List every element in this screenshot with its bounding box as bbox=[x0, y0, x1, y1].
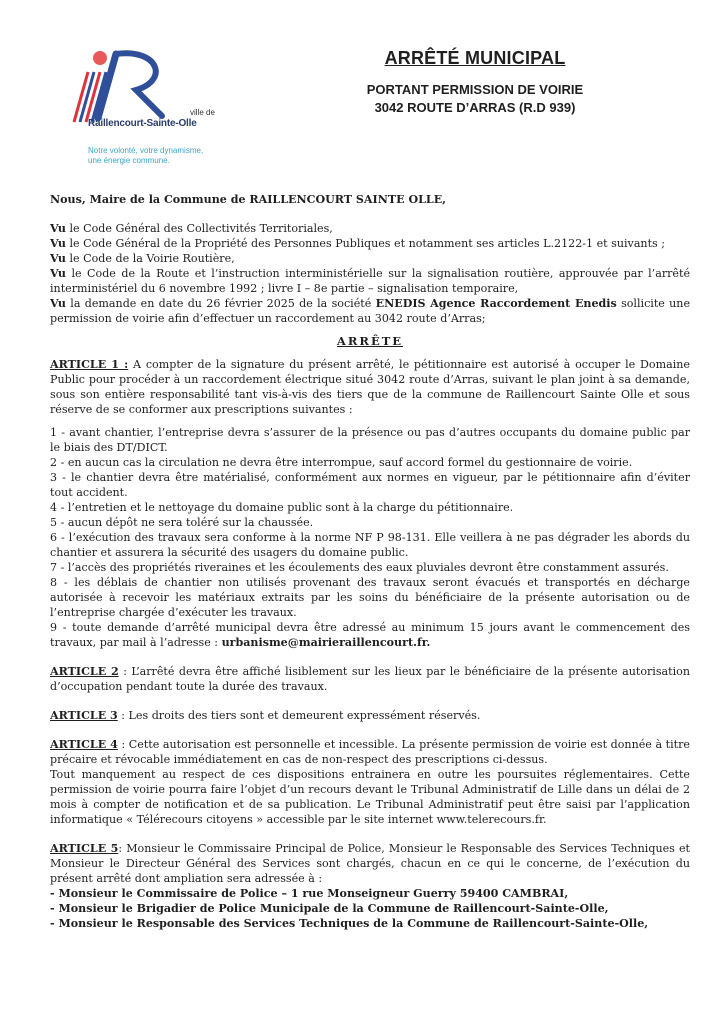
logo-ville-label: ville de bbox=[190, 108, 215, 117]
subtitle-line-1: PORTANT PERMISSION DE VOIRIE bbox=[366, 82, 584, 97]
logo-tagline-1: Notre volonté, votre dynamisme, bbox=[88, 146, 204, 155]
vu-line: Vu le Code de la Voirie Routière, bbox=[50, 252, 235, 265]
article-1-item: 8 - les déblais de chantier non utilisés provenant des travaux seront évacués et transportés en décharge autorisée à recevoir les matériaux extraits par les soins du bénéficiaire de la présente autorisation ou de l’entreprise chargée d’exécuter les travaux. bbox=[50, 576, 690, 619]
recipient-line: - Monsieur le Responsable des Services Techniques de la Commune de Raillencourt-Sainte-Olle, bbox=[50, 917, 649, 930]
article-1-item: 3 - le chantier devra être matérialisé, conformément aux normes en vigueur, par le pétitionnaire afin d’éviter tout accident. bbox=[50, 471, 690, 499]
logo-ir-icon bbox=[58, 44, 228, 144]
vu-line: Vu le Code Général de la Propriété des Personnes Publiques et notamment ses articles L.2122-1 et suivants ; bbox=[50, 237, 665, 250]
document-title: ARRÊTÉ MUNICIPAL bbox=[384, 48, 566, 68]
recipient-line: - Monsieur le Commissaire de Police – 1 rue Monseigneur Guerry 59400 CAMBRAI, bbox=[50, 887, 569, 900]
document-header bbox=[330, 48, 620, 117]
urbanisme-email: urbanisme@mairieraillencourt.fr. bbox=[221, 636, 431, 649]
article-2: ARTICLE 2 : L’arrêté devra être affiché lisiblement sur les lieux par le bénéficiaire de la présente autorisation d’occupation pendant toute la durée des travaux. bbox=[50, 665, 690, 693]
document-body bbox=[50, 192, 690, 931]
logo-commune-label: Raillencourt-Sainte-Olle bbox=[88, 118, 197, 129]
recipient-line: - Monsieur le Brigadier de Police Municipale de la Commune de Raillencourt-Sainte-Olle, bbox=[50, 902, 609, 915]
vu-line: Vu la demande en date du 26 février 2025 de la société ENEDIS Agence Raccordement Enedis sollicite une permission de voirie afin d’effectuer un raccordement au 3042 route d’Arras; bbox=[50, 297, 691, 325]
article-4-recourse: Tout manquement au respect de ces dispositions entrainera en outre les poursuites réglementaires. Cette permission de voirie pourra faire l’objet d’un recours devant le Tribunal Administratif de Lille dans un délai de 2 mois à compter de notification et de sa publication. Le Tribunal Administratif peut être saisi par l’application informatique « Télérecours citoyens » accessible par le site internet www.telerecours.fr. bbox=[50, 768, 690, 826]
article-1-item: 2 - en aucun cas la circulation ne devra être interrompue, sauf accord formel du gestionnaire de voirie. bbox=[50, 456, 633, 469]
logo-tagline-2: une énergie commune. bbox=[88, 156, 170, 165]
article-1-item: 6 - l’exécution des travaux sera conforme à la norme NF P 98-131. Elle veillera à ne pas dégrader les abords du chantier et assurera la sécurité des usagers du domaine public. bbox=[50, 531, 690, 559]
article-1-item: 4 - l’entretien et le nettoyage du domaine public sont à la charge du pétitionnaire. bbox=[50, 501, 514, 514]
arrete-heading: ARRÊTE bbox=[336, 334, 404, 348]
commune-logo bbox=[58, 44, 228, 174]
article-1-item: 1 - avant chantier, l’entreprise devra s’assurer de la présence ou pas d’autres occupants du domaine public par le biais des DT/DICT. bbox=[50, 426, 690, 454]
article-3: ARTICLE 3 : Les droits des tiers sont et demeurent expressément réservés. bbox=[50, 709, 481, 722]
article-1-item: 5 - aucun dépôt ne sera toléré sur la chaussée. bbox=[50, 516, 314, 529]
vu-line: Vu le Code Général des Collectivités Territoriales, bbox=[50, 222, 333, 235]
article-5: ARTICLE 5: Monsieur le Commissaire Principal de Police, Monsieur le Responsable des Services Techniques et Monsieur le Directeur Général des Services sont chargés, chacun en ce qui le concerne, de l’exécution du présent arrêté dont ampliation sera adressée à : bbox=[50, 842, 690, 885]
intro-line: Nous, Maire de la Commune de RAILLENCOURT SAINTE OLLE, bbox=[50, 193, 447, 206]
article-1: ARTICLE 1 : A compter de la signature du présent arrêté, le pétitionnaire est autorisé à occuper le Domaine Public pour procéder à un raccordement électrique situé 3042 route d’Arras, suivant le plan joint à sa demande, sous son entière responsabilité tant vis-à-vis des tiers que de la commune de Raillencourt Sainte Olle et sous réserve de se conformer aux prescriptions suivantes : bbox=[50, 358, 690, 416]
article-1-item: 9 - toute demande d’arrêté municipal devra être adressé au minimum 15 jours avant le commencement des travaux, par mail à l’adresse : urbanisme@mairieraillencourt.fr. bbox=[50, 621, 690, 649]
subtitle-line-2: 3042 ROUTE D’ARRAS (R.D 939) bbox=[374, 100, 576, 115]
document-subtitle bbox=[330, 81, 620, 117]
article-1-item: 7 - l’accès des propriétés riveraines et les écoulements des eaux pluviales devront être constamment assurés. bbox=[50, 561, 669, 574]
vu-line: Vu le Code de la Route et l’instruction interministérielle sur la signalisation routière, approuvée par l’arrêté interministériel du 6 novembre 1992 ; livre I – 8e partie – signalisation temporaire, bbox=[50, 267, 691, 295]
article-4: ARTICLE 4 : Cette autorisation est personnelle et incessible. La présente permission de voirie est donnée à titre précaire et révocable immédiatement en cas de non-respect des prescriptions ci-dessus. bbox=[50, 738, 690, 766]
